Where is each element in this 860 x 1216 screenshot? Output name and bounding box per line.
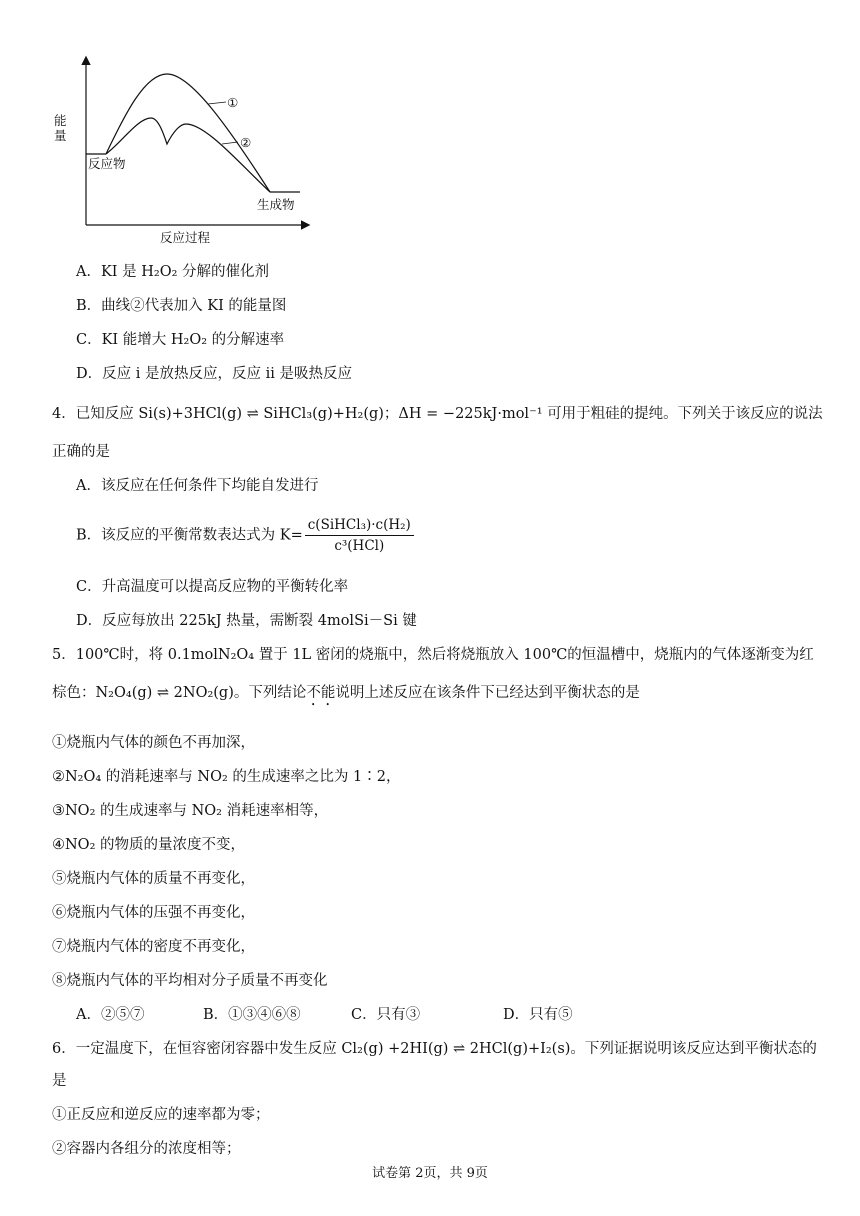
q5-item-7: ⑦烧瓶内气体的密度不再变化， — [52, 939, 255, 955]
q5-item-6: ⑥烧瓶内气体的压强不再变化， — [52, 905, 255, 921]
q5-stem-part2: 说明上述反应在该条件下已经达到平衡状态的是 — [335, 685, 640, 701]
q5-option-a: A．②⑤⑦ — [76, 1007, 145, 1023]
curve-1-leader — [208, 102, 226, 104]
q6-stem-line1: 6．一定温度下，在恒容密闭容器中发生反应 Cl₂(g) +2HI(g) ⇌ 2HCl(g)+I₂(s)。下列证据说明该反应达到平衡状态的 — [52, 1041, 817, 1057]
q5-option-b: B．①③④⑥⑧ — [203, 1007, 301, 1023]
q5-item-5: ⑤烧瓶内气体的质量不再变化， — [52, 871, 255, 887]
q6-item-1: ①正反应和逆反应的速率都为零； — [52, 1107, 270, 1123]
curve-2-label: ② — [240, 135, 252, 150]
q3-option-b: B．曲线②代表加入 KI 的能量图 — [76, 298, 287, 314]
y-axis-label-2: 量 — [54, 128, 67, 143]
q4-option-a: A．该反应在任何条件下均能自发进行 — [76, 478, 319, 494]
q4-stem-line2: 正确的是 — [52, 444, 110, 460]
q3-option-d: D．反应 i 是放热反应，反应 ii 是吸热反应 — [76, 366, 352, 382]
curve-2-leader — [222, 142, 238, 144]
equilibrium-constant-fraction — [305, 517, 414, 554]
q4-option-b — [76, 517, 414, 554]
q4-stem-line1: 4．已知反应 Si(s)+3HCl(g) ⇌ SiHCl₃(g)+H₂(g)；ΔH = −225kJ·mol⁻¹ 可用于粗硅的提纯。下列关于该反应的说法 — [52, 406, 823, 422]
q5-item-3: ③NO₂ 的生成速率与 NO₂ 消耗速率相等， — [52, 803, 329, 819]
q5-option-c: C．只有③ — [351, 1007, 421, 1023]
reactant-label: 反应物 — [88, 156, 126, 171]
fraction-numerator: c(SiHCl₃)·c(H₂) — [305, 517, 414, 536]
q5-option-d: D．只有⑤ — [503, 1007, 573, 1023]
product-label: 生成物 — [257, 197, 295, 212]
fraction-denominator: c³(HCl) — [334, 538, 385, 554]
q4-option-c: C．升高温度可以提高反应物的平衡转化率 — [76, 579, 349, 595]
y-axis-label-1: 能 — [54, 113, 67, 128]
q5-item-4: ④NO₂ 的物质的量浓度不变， — [52, 837, 245, 853]
q3-option-a: A．KI 是 H₂O₂ 分解的催化剂 — [76, 264, 270, 280]
q5-item-8: ⑧烧瓶内气体的平均相对分子质量不再变化 — [52, 973, 328, 989]
energy-diagram — [50, 52, 320, 252]
q4-option-b-prefix: B．该反应的平衡常数表达式为 K= — [76, 527, 303, 544]
q6-stem-line2: 是 — [52, 1073, 67, 1089]
q3-option-c: C．KI 能增大 H₂O₂ 的分解速率 — [76, 332, 285, 348]
q5-item-2: ②N₂O₄ 的消耗速率与 NO₂ 的生成速率之比为 1∶2， — [52, 769, 401, 785]
curve-1 — [106, 74, 270, 192]
x-axis-label: 反应过程 — [160, 230, 211, 245]
q6-item-2: ②容器内各组分的浓度相等； — [52, 1141, 241, 1157]
q5-stem-line1: 5．100℃时，将 0.1molN₂O₄ 置于 1L 密闭的烧瓶中，然后将烧瓶放入 100℃的恒温槽中，烧瓶内的气体逐渐变为红 — [52, 647, 814, 663]
q5-stem-line2 — [52, 684, 640, 709]
q5-item-1: ①烧瓶内气体的颜色不再加深， — [52, 735, 255, 751]
emphasized-not: 不能 — [306, 685, 336, 701]
page-footer: 试卷第 2页，共 9页 — [372, 1166, 488, 1181]
curve-1-label: ① — [227, 95, 239, 110]
q4-option-d: D．反应每放出 225kJ 热量，需断裂 4molSi－Si 键 — [76, 613, 417, 629]
q5-stem-part1: 棕色：N₂O₄(g) ⇌ 2NO₂(g)。下列结论 — [52, 685, 307, 701]
